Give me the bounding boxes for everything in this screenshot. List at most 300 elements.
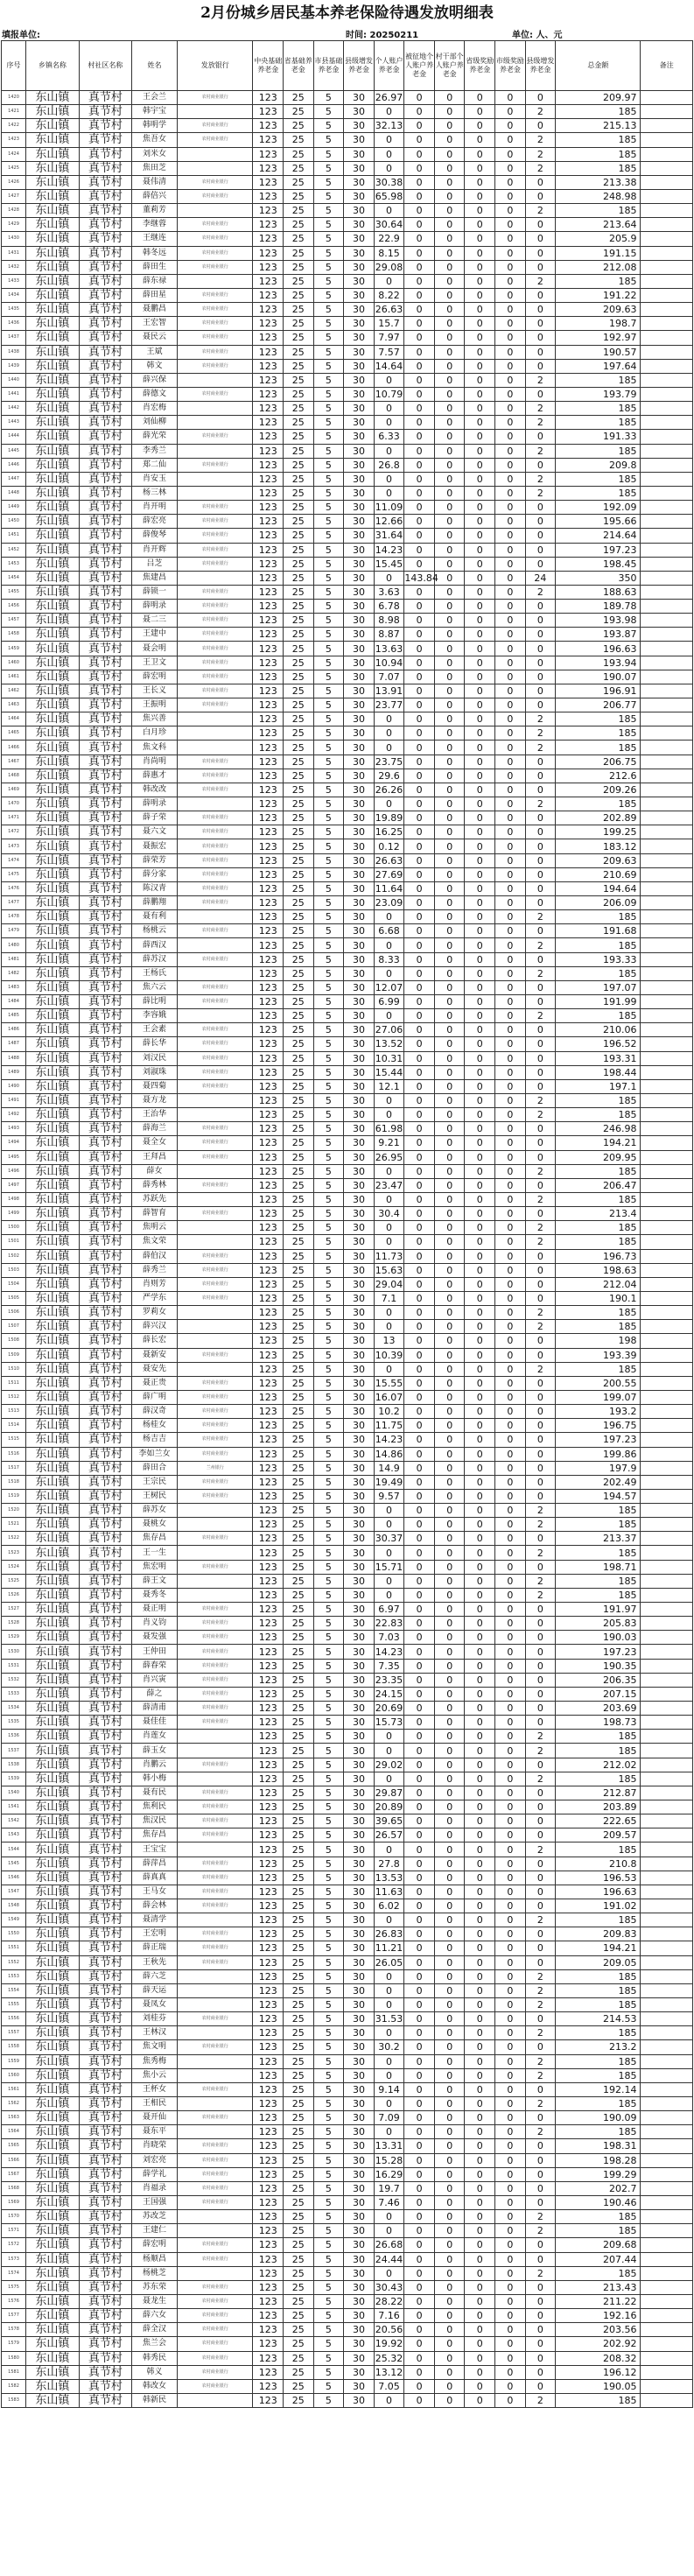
person-name: 薛长华 [132,1037,178,1051]
table-row [2,1730,693,1744]
person-name: 王相民 [132,2096,178,2110]
county-extra-pension: 30 [344,373,375,387]
city-reward: 0 [495,1122,526,1136]
town-name: 东山镇 [26,1207,80,1221]
county-extra-reward: 2 [525,1574,556,1588]
person-name: 聂伟清 [132,175,178,189]
remark-cell [641,1291,693,1305]
remark-cell [641,1122,693,1136]
row-number: 1470 [2,797,26,811]
provincial-basic-pension: 25 [284,896,314,910]
row-number: 1565 [2,2139,26,2153]
county-extra-reward: 0 [525,1023,556,1037]
cadre-account-pension: 0 [434,1560,465,1574]
bank-name: 农村商业银行 [177,642,252,656]
town-name: 东山镇 [26,1079,80,1093]
provincial-reward: 0 [465,1645,495,1659]
central-basic-pension: 123 [253,1913,284,1927]
row-number: 1483 [2,980,26,994]
total-amount: 196.91 [556,684,641,698]
central-basic-pension: 123 [253,1164,284,1178]
table-row [2,2323,693,2337]
personal-account-pension: 10.39 [375,1349,403,1361]
land-acquired-pension: 0 [404,175,435,189]
table-row [2,867,693,881]
village-name: 真节村 [79,1348,132,1362]
provincial-basic-pension: 25 [284,1941,314,1955]
village-name: 真节村 [79,1560,132,1574]
central-basic-pension: 123 [253,260,284,274]
village-name: 真节村 [79,600,132,614]
cadre-account-pension: 0 [434,1291,465,1305]
county-extra-pension: 30 [344,119,375,133]
village-name: 真节村 [79,1645,132,1659]
central-basic-pension: 123 [253,995,284,1009]
village-name: 真节村 [79,1037,132,1051]
county-extra-reward: 2 [525,373,556,387]
personal-account-pension: 6.68 [374,924,404,938]
town-name: 东山镇 [26,966,80,980]
person-name: 王秋先 [132,1955,178,1969]
town-name: 东山镇 [26,1631,80,1645]
town-name: 东山镇 [26,2026,80,2040]
city-reward: 0 [495,966,526,980]
provincial-reward: 0 [465,995,495,1009]
personal-account-pension: 0 [374,571,404,585]
table-row [2,1546,693,1560]
provincial-basic-pension: 25 [284,628,314,642]
cadre-account-pension: 0 [434,1249,465,1263]
provincial-reward: 0 [465,1885,495,1899]
person-name: 薛俊琴 [132,529,178,543]
central-basic-pension: 123 [253,1574,284,1588]
county-extra-pension: 30 [344,1786,375,1800]
city-basic-pension: 5 [313,331,344,345]
central-basic-pension: 123 [253,1065,284,1079]
bank-name: 农村商业银行 [177,1037,252,1051]
remark-cell [641,1786,693,1800]
county-extra-pension: 30 [344,1009,375,1023]
central-basic-pension: 123 [253,317,284,331]
provincial-basic-pension: 25 [284,1532,314,1546]
village-name: 真节村 [79,1983,132,1997]
land-acquired-pension: 0 [404,1051,435,1065]
land-acquired-pension: 0 [404,1603,435,1617]
central-basic-pension: 123 [253,2040,284,2054]
village-name: 真节村 [79,1334,132,1348]
central-basic-pension: 123 [253,1504,284,1518]
county-extra-reward: 0 [525,260,556,274]
person-name: 李继蓉 [132,218,178,232]
row-number: 1443 [2,416,26,430]
remark-cell [641,2026,693,2040]
village-name: 真节村 [79,543,132,557]
city-reward: 0 [495,867,526,881]
remark-cell [641,1645,693,1659]
central-basic-pension: 123 [253,2365,284,2379]
land-acquired-pension: 0 [404,783,435,797]
total-amount: 185 [556,2266,641,2280]
county-extra-pension: 30 [344,1800,375,1814]
total-amount: 183.12 [556,839,641,853]
personal-account-pension: 14.64 [375,360,403,372]
central-basic-pension: 123 [253,345,284,359]
village-name: 真节村 [79,529,132,543]
land-acquired-pension: 0 [404,402,435,416]
total-amount: 193.39 [556,1348,641,1362]
town-name: 东山镇 [26,2082,80,2096]
land-acquired-pension: 0 [404,1730,435,1744]
cadre-account-pension: 0 [434,1023,465,1037]
county-extra-pension: 30 [344,1588,375,1602]
county-extra-pension: 30 [344,1702,375,1716]
total-amount: 212.04 [556,1277,641,1291]
person-name: 罗莉女 [132,1306,178,1320]
city-reward: 0 [495,1475,526,1489]
provincial-reward: 0 [465,1913,495,1927]
row-number: 1558 [2,2040,26,2054]
remark-cell [641,1178,693,1192]
provincial-basic-pension: 25 [284,161,314,175]
provincial-reward: 0 [465,1433,495,1447]
county-extra-pension: 30 [344,2125,375,2139]
village-name: 真节村 [79,1772,132,1786]
provincial-basic-pension: 25 [284,119,314,133]
total-amount: 185 [556,2068,641,2082]
central-basic-pension: 123 [253,359,284,373]
row-number: 1546 [2,1871,26,1885]
cadre-account-pension: 0 [434,303,465,317]
table-row [2,1192,693,1206]
provincial-reward: 0 [465,1009,495,1023]
county-extra-reward: 0 [525,896,556,910]
remark-cell [641,1603,693,1617]
bank-name: 农村商业银行 [177,811,252,825]
remark-cell [641,147,693,161]
county-extra-reward: 0 [525,2309,556,2323]
provincial-reward: 0 [465,204,495,218]
town-name: 东山镇 [26,825,80,839]
table-row [2,910,693,924]
row-number: 1468 [2,769,26,783]
land-acquired-pension: 0 [404,2181,435,2195]
cadre-account-pension: 0 [434,1899,465,1913]
table-row [2,218,693,232]
person-name: 聂凤女 [132,1997,178,2011]
provincial-basic-pension: 25 [284,1617,314,1631]
city-reward: 0 [495,769,526,783]
land-acquired-pension: 0 [404,684,435,698]
county-extra-reward: 0 [525,600,556,614]
town-name: 东山镇 [26,896,80,910]
provincial-basic-pension: 25 [284,1687,314,1701]
county-extra-reward: 2 [525,161,556,175]
city-basic-pension: 5 [313,303,344,317]
village-name: 真节村 [79,105,132,119]
land-acquired-pension: 0 [404,1744,435,1758]
land-acquired-pension: 0 [404,1574,435,1588]
person-name: 苏改芝 [132,2210,178,2224]
cadre-account-pension: 0 [434,359,465,373]
city-basic-pension: 5 [313,1983,344,1997]
table-row [2,1079,693,1093]
provincial-basic-pension: 25 [284,1390,314,1404]
county-extra-pension: 30 [344,1150,375,1164]
row-number: 1576 [2,2294,26,2308]
village-name: 真节村 [79,2040,132,2054]
provincial-basic-pension: 25 [284,1603,314,1617]
city-reward: 0 [495,1320,526,1334]
village-name: 真节村 [79,1489,132,1503]
row-number: 1528 [2,1617,26,1631]
table-row [2,1461,693,1475]
cadre-account-pension: 0 [434,416,465,430]
bank-name: 农村商业银行 [177,1603,252,1617]
provincial-basic-pension: 25 [284,1758,314,1772]
row-number: 1533 [2,1687,26,1701]
bank-name: 农村商业银行 [177,2309,252,2323]
county-extra-pension: 30 [344,670,375,684]
total-amount: 192.09 [556,501,641,515]
village-name: 真节村 [79,1716,132,1730]
central-basic-pension: 123 [253,1814,284,1828]
land-acquired-pension: 0 [404,952,435,966]
total-amount: 185 [556,1164,641,1178]
town-name: 东山镇 [26,1051,80,1065]
land-acquired-pension: 0 [404,2195,435,2209]
city-reward: 0 [495,2111,526,2125]
county-extra-pension: 30 [344,825,375,839]
village-name: 真节村 [79,303,132,317]
county-extra-pension: 30 [344,543,375,557]
village-name: 真节村 [79,1093,132,1107]
provincial-reward: 0 [465,1221,495,1235]
central-basic-pension: 123 [253,119,284,133]
total-amount: 212.02 [556,1758,641,1772]
table-row [2,1927,693,1941]
county-extra-pension: 30 [344,1320,375,1334]
row-number: 1478 [2,910,26,924]
county-extra-reward: 0 [525,811,556,825]
personal-account-pension: 65.98 [375,191,403,203]
city-basic-pension: 5 [313,1291,344,1305]
person-name: 薛智育 [132,1207,178,1221]
city-reward: 0 [495,1192,526,1206]
table-row [2,2393,693,2407]
personal-account-pension: 14.23 [375,1646,403,1658]
city-basic-pension: 5 [313,1828,344,1843]
person-name: 杨顺昌 [132,2252,178,2266]
remark-cell [641,2181,693,2195]
city-basic-pension: 5 [313,2309,344,2323]
city-basic-pension: 5 [313,1178,344,1192]
village-name: 真节村 [79,1447,132,1461]
cadre-account-pension: 0 [434,119,465,133]
total-amount: 198.7 [556,317,641,331]
remark-cell [641,839,693,853]
village-name: 真节村 [79,557,132,571]
provincial-reward: 0 [465,2040,495,2054]
city-reward: 0 [495,345,526,359]
personal-account-pension: 0 [374,133,404,147]
person-name: 薛惠才 [132,769,178,783]
provincial-reward: 0 [465,472,495,486]
city-basic-pension: 5 [313,1093,344,1107]
land-acquired-pension: 0 [404,1093,435,1107]
town-name: 东山镇 [26,1405,80,1419]
bank-name: 农村商业银行 [177,1433,252,1447]
village-name: 真节村 [79,288,132,302]
remark-cell [641,2238,693,2252]
provincial-reward: 0 [465,614,495,628]
total-amount: 185 [556,741,641,755]
county-extra-reward: 2 [525,2210,556,2224]
remark-cell [641,881,693,895]
town-name: 东山镇 [26,543,80,557]
table-row [2,600,693,614]
person-name: 薛锁一 [132,585,178,599]
provincial-reward: 0 [465,1037,495,1051]
personal-account-pension: 0 [374,373,404,387]
city-reward: 0 [495,2238,526,2252]
table-row [2,2210,693,2224]
central-basic-pension: 123 [253,755,284,769]
table-row [2,1037,693,1051]
provincial-reward: 0 [465,2082,495,2096]
land-acquired-pension: 0 [404,1673,435,1687]
total-amount: 185 [556,1574,641,1588]
provincial-basic-pension: 25 [284,2040,314,2054]
personal-account-pension: 0 [374,1320,404,1334]
total-amount: 199.86 [556,1447,641,1461]
provincial-reward: 0 [465,557,495,571]
village-name: 真节村 [79,811,132,825]
land-acquired-pension: 0 [404,1178,435,1192]
person-name: 王宗民 [132,1475,178,1489]
provincial-basic-pension: 25 [284,416,314,430]
city-reward: 0 [495,2337,526,2351]
provincial-basic-pension: 25 [284,1376,314,1390]
row-number: 1581 [2,2365,26,2379]
city-basic-pension: 5 [313,359,344,373]
city-reward: 0 [495,1800,526,1814]
county-extra-pension: 30 [344,2082,375,2096]
county-extra-pension: 30 [344,1348,375,1362]
central-basic-pension: 123 [253,1150,284,1164]
land-acquired-pension: 0 [404,1913,435,1927]
county-extra-reward: 0 [525,825,556,839]
provincial-reward: 0 [465,1659,495,1673]
bank-name: 农村商业银行 [177,2379,252,2393]
remark-cell [641,175,693,189]
cadre-account-pension: 0 [434,1221,465,1235]
central-basic-pension: 123 [253,1687,284,1701]
county-extra-pension: 30 [344,642,375,656]
bank-name: 农村商业银行 [177,1687,252,1701]
village-name: 真节村 [79,966,132,980]
city-basic-pension: 5 [313,995,344,1009]
city-basic-pension: 5 [313,486,344,500]
bank-name: 农村商业银行 [177,91,252,105]
land-acquired-pension: 0 [404,1786,435,1800]
remark-cell [641,331,693,345]
city-basic-pension: 5 [313,1334,344,1348]
village-name: 真节村 [79,1023,132,1037]
town-name: 东山镇 [26,1136,80,1150]
county-extra-pension: 30 [344,938,375,952]
cadre-account-pension: 0 [434,1475,465,1489]
provincial-reward: 0 [465,2294,495,2308]
land-acquired-pension: 0 [404,2153,435,2167]
county-extra-pension: 30 [344,288,375,302]
county-extra-pension: 30 [344,1235,375,1249]
cadre-account-pension: 0 [434,614,465,628]
central-basic-pension: 123 [253,2195,284,2209]
town-name: 东山镇 [26,995,80,1009]
county-extra-pension: 30 [344,2309,375,2323]
cadre-account-pension: 0 [434,1093,465,1107]
row-number: 1522 [2,1532,26,1546]
city-reward: 0 [495,1433,526,1447]
provincial-basic-pension: 25 [284,1362,314,1376]
central-basic-pension: 123 [253,1744,284,1758]
city-reward: 0 [495,628,526,642]
bank-name [177,1772,252,1786]
village-name: 真节村 [79,867,132,881]
central-basic-pension: 123 [253,1997,284,2011]
provincial-reward: 0 [465,317,495,331]
provincial-reward: 0 [465,2379,495,2393]
cadre-account-pension: 0 [434,1546,465,1560]
table-row [2,232,693,246]
land-acquired-pension: 0 [404,712,435,726]
table-row [2,2195,693,2209]
provincial-basic-pension: 25 [284,373,314,387]
total-amount: 193.94 [556,656,641,670]
city-basic-pension: 5 [313,755,344,769]
table-row [2,684,693,698]
village-name: 真节村 [79,2181,132,2195]
city-reward: 0 [495,2012,526,2026]
village-name: 真节村 [79,1419,132,1433]
row-number: 1530 [2,1645,26,1659]
remark-cell [641,614,693,628]
bank-name [177,373,252,387]
village-name: 真节村 [79,1122,132,1136]
county-extra-reward: 0 [525,1659,556,1673]
land-acquired-pension: 0 [404,1758,435,1772]
county-extra-pension: 30 [344,896,375,910]
row-number: 1537 [2,1744,26,1758]
total-amount: 206.77 [556,698,641,712]
city-basic-pension: 5 [313,402,344,416]
remark-cell [641,656,693,670]
county-extra-reward: 0 [525,1857,556,1871]
city-basic-pension: 5 [313,2294,344,2308]
bank-name: 农村商业银行 [177,2238,252,2252]
provincial-reward: 0 [465,1927,495,1941]
city-basic-pension: 5 [313,1405,344,1419]
town-name: 东山镇 [26,1645,80,1659]
city-basic-pension: 5 [313,2139,344,2153]
bank-name: 农村商业银行 [177,600,252,614]
land-acquired-pension: 0 [404,656,435,670]
village-name: 真节村 [79,910,132,924]
town-name: 东山镇 [26,2153,80,2167]
person-name: 王宏智 [132,317,178,331]
provincial-reward: 0 [465,1560,495,1574]
county-extra-pension: 30 [344,189,375,203]
